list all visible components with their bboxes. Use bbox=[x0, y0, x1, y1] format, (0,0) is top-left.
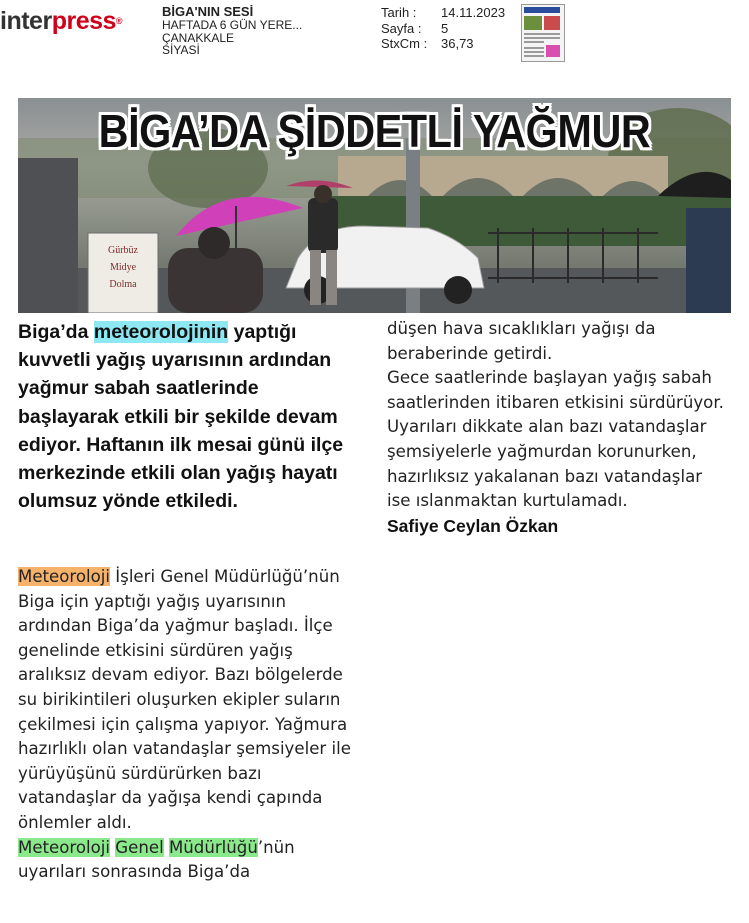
lead-rest: yaptığı kuvvetli yağış uyarısının ardından yağmur sabah saatlerinde başlayarak etkili bir şekilde devam ediyor. Haftanın ilk mesai günü ilçe merkezinde etkili olan yağış hayatı olumsuz yönde etkiledi. bbox=[18, 321, 344, 513]
publication-name: BİGA'NIN SESİ bbox=[162, 4, 254, 19]
paragraph-4: Gece saatlerinde başlayan yağış sabah saatlerinden itibaren etkisini sürdürüyor. Uyarıları dikkate alan bazı vatandaşlar şemsiyelerle yağmurdan korunurken, hazırlıksız yakalanan bazı vatandaşlar ise ıslanmaktan kurtulamadı. bbox=[387, 368, 724, 511]
meta-stxcm-label: StxCm : bbox=[381, 36, 428, 51]
publication-frequency: HAFTADA 6 GÜN YERE... bbox=[162, 18, 303, 32]
article-body-left bbox=[18, 565, 363, 885]
meta-page-value: 5 bbox=[441, 20, 449, 36]
article-photo bbox=[18, 98, 731, 313]
keyword-highlight-mudurlugu: Müdürlüğü bbox=[168, 837, 258, 857]
paragraph-3: düşen hava sıcaklıkları yağışı da beraberinde getirdi. bbox=[387, 319, 656, 363]
keyword-highlight-meteoroloji: Meteoroloji bbox=[18, 567, 110, 586]
keyword-highlight-genel: Genel bbox=[115, 837, 164, 857]
meta-stxcm-value: 36,73 bbox=[441, 36, 474, 51]
registered-mark: ® bbox=[115, 16, 123, 26]
keyword-highlight-meteoroloji-2: Meteoroloji bbox=[18, 837, 110, 857]
photo-sign-line2: Midye bbox=[109, 262, 137, 273]
meta-date-value: 14.11.2023 bbox=[441, 5, 506, 20]
lead-prefix: Biga’da bbox=[18, 321, 94, 343]
meta-page-label: Sayfa : bbox=[381, 20, 422, 36]
logo-text-inter: inter bbox=[0, 7, 52, 35]
logo-text-press: press bbox=[51, 7, 116, 35]
keyword-highlight-meteorolojinin: meteorolojinin bbox=[93, 321, 229, 343]
page-thumbnail bbox=[521, 4, 565, 62]
article-author: Safiye Ceylan Özkan bbox=[387, 515, 559, 536]
meta-page-row bbox=[381, 21, 505, 37]
meta-stxcm-row bbox=[381, 36, 505, 52]
clipping-meta bbox=[381, 5, 505, 52]
photo-sign-line1: Gürbüz bbox=[108, 245, 138, 256]
paragraph-2-text: ’nün uyarıları sonrasında Biga’da bbox=[18, 837, 295, 882]
meta-date-label: Tarih : bbox=[381, 5, 417, 20]
interpress-logo bbox=[0, 6, 122, 36]
article-body-right bbox=[387, 317, 727, 538]
article-headline: BİGA’DA ŞİDDETLİ YAĞMUR bbox=[98, 105, 651, 157]
publication-category: SİYASİ bbox=[162, 43, 200, 57]
article-lead bbox=[18, 318, 358, 515]
paragraph-2 bbox=[18, 836, 363, 885]
publication-info bbox=[162, 5, 372, 57]
publication-region: ÇANAKKALE bbox=[162, 30, 235, 45]
paragraph-1 bbox=[18, 565, 363, 836]
photo-sign-line3: Dolma bbox=[109, 279, 137, 290]
meta-date-row bbox=[381, 5, 505, 21]
paragraph-1-text: İşleri Genel Müdürlüğü’nün Biga için yaptığı yağış uyarısının ardından Biga’da yağmur başladı. İlçe genelinde etkisini sürdüren yağış aralıksız devam ediyor. Bazı bölgelerde su birikintileri oluşurken ekipler suların çekilmesi için çalışma yapıyor. Yağmura hazırlıklı olan vatandaşlar şemsiyeler ile yürüyüşünü sürdürürken bazı vatandaşlar da yağışa kendi çapında önlemler aldı. bbox=[18, 567, 351, 832]
